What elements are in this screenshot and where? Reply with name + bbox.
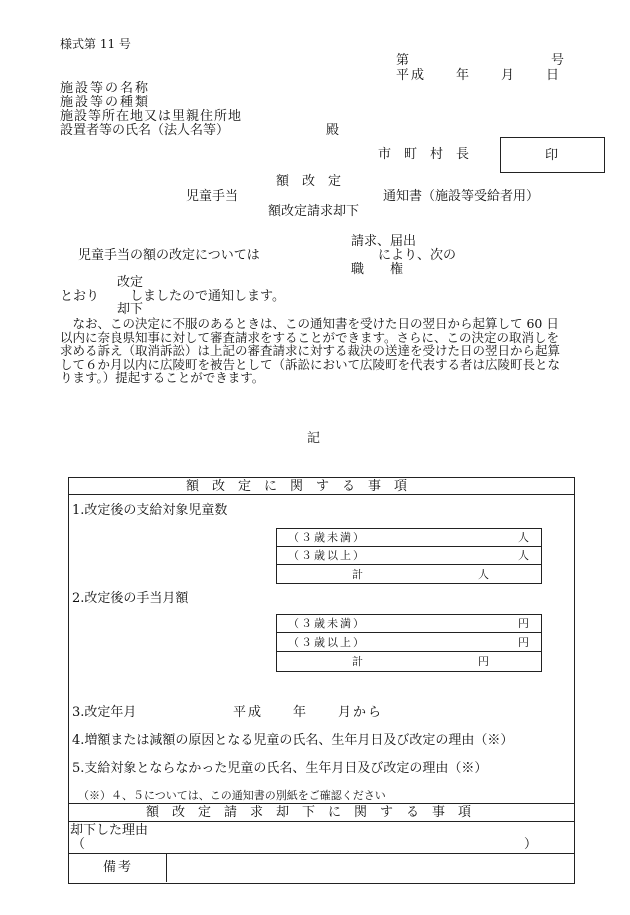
choice1-top: 請求、届出: [351, 234, 417, 249]
divider: [276, 564, 541, 565]
divider: [68, 494, 574, 495]
reason-close-paren: ）: [524, 837, 538, 852]
ki-label: 記: [307, 431, 321, 446]
mayor-title: 市 町 村 長: [378, 147, 470, 162]
divider: [68, 821, 574, 822]
children-over3-label: （３歳以上）: [288, 549, 366, 562]
facility-name-label: 施設等の名称: [60, 81, 151, 96]
appeal-notice: なお、この決定に不服のあるときは、この通知書を受けた日の翌日から起算して 60 日以内に奈良県知事に対して審査請求をすることができます。さらに、この決定の取消しを求める訴え（取消訴訟）は上記の審査請求に対する裁決の送達を受けた日の翌日から起算して６か月以内に広陵町を被告として（訴訟において広陵町を代表する者は広陵町長となります。）提起することができます。: [60, 316, 561, 385]
allowance-total-label: 計: [352, 655, 363, 668]
title-top: 額 改 定: [276, 174, 342, 189]
allowance-over3-label: （３歳以上）: [288, 636, 366, 649]
divider: [68, 853, 574, 854]
children-total-label: 計: [352, 568, 363, 581]
divider: [276, 632, 541, 633]
body-ending: しましたので通知します。: [130, 289, 285, 304]
doc-number-prefix: 第: [396, 53, 410, 68]
facility-address-label: 施設等所在地又は里親住所地: [60, 109, 243, 124]
establisher-name-label: 設置者等の氏名（法人名等）: [60, 123, 230, 138]
body-intro: 児童手当の額の改定については: [78, 248, 260, 263]
choice1-bottom: 職 権: [351, 262, 404, 277]
item2-label: 2.改定後の手当月額: [72, 591, 189, 606]
item4-label: 4.増額または減額の原因となる児童の氏名、生年月日及び改定の理由（※）: [72, 733, 514, 748]
reason-label: 却下した理由: [70, 823, 149, 838]
item5-label: 5.支給対象とならなかった児童の氏名、生年月日及び改定の理由（※）: [72, 761, 488, 776]
divider: [166, 853, 167, 882]
reason-open-paren: （: [72, 837, 86, 852]
section2-header: 額 改 定 請 求 却 下 に 関 す る 事 項: [146, 805, 472, 820]
divider: [68, 803, 574, 804]
seal-label: 印: [545, 148, 559, 163]
allowance-over3-unit: 円: [518, 636, 529, 649]
body-toori: とおり: [60, 289, 100, 304]
divider: [276, 546, 541, 547]
choice2-top: 改定: [117, 275, 144, 290]
issue-date: 平成 年 月 日: [396, 68, 562, 83]
note: （※）４、５については、この通知書の別紙をご確認ください: [78, 789, 386, 802]
form-number: 様式第 11 号: [60, 37, 131, 51]
title-left: 児童手当: [186, 189, 239, 204]
children-total-unit: 人: [478, 568, 489, 581]
divider: [276, 651, 541, 652]
allowance-total-unit: 円: [478, 655, 489, 668]
doc-number-suffix: 号: [551, 53, 565, 68]
choice1-mid: により、次の: [378, 248, 457, 263]
facility-type-label: 施設等の種類: [60, 95, 151, 110]
item3-value: 平成 年 月から: [233, 705, 384, 720]
honorific: 殿: [326, 123, 340, 138]
children-under3-unit: 人: [518, 531, 529, 544]
item3-label: 3.改定年月: [72, 705, 137, 720]
seal-box: [500, 137, 605, 173]
item1-label: 1.改定後の支給対象児童数: [72, 503, 228, 518]
section1-header: 額 改 定 に 関 す る 事 項: [186, 479, 408, 494]
children-under3-label: （３歳未満）: [288, 531, 366, 544]
title-right: 通知書（施設等受給者用）: [383, 189, 540, 204]
allowance-under3-unit: 円: [518, 617, 529, 630]
children-over3-unit: 人: [518, 549, 529, 562]
title-bottom: 額改定請求却下: [268, 204, 360, 219]
allowance-under3-label: （３歳未満）: [288, 617, 366, 630]
remarks-label: 備考: [103, 860, 134, 875]
choice2-bottom: 却下: [117, 302, 144, 317]
